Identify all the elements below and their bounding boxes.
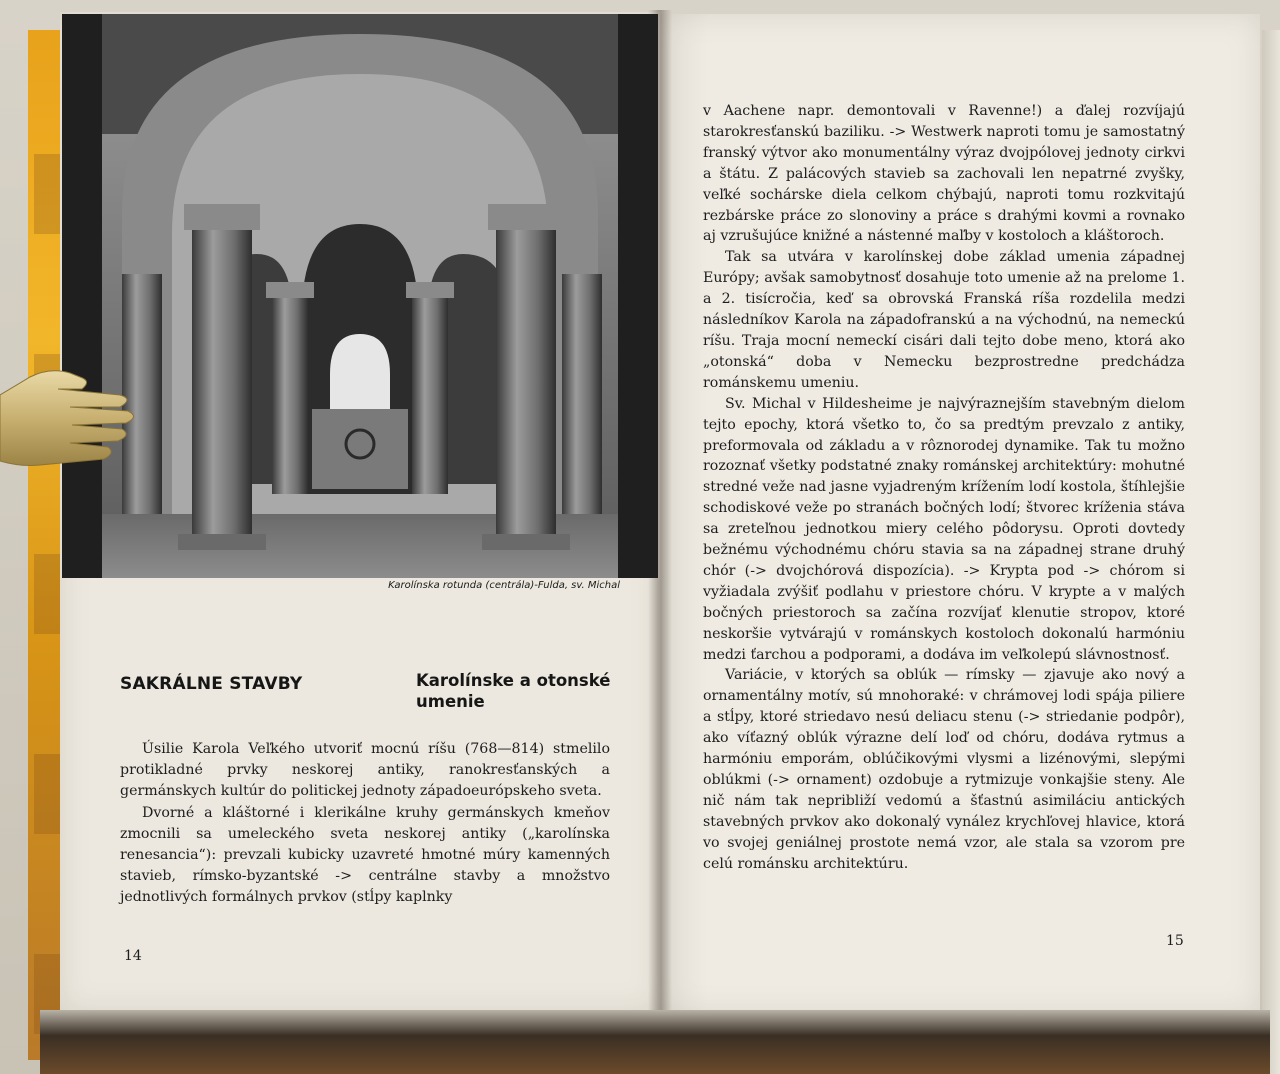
paragraph: Úsilie Karola Veľkého utvoriť mocnú ríšu (768—814) stmelilo protikladné prvky neskorej antiky, ranokresťanských a germánskych kultúr do politickej jednoty západoeurópskeho sveta.	[120, 741, 610, 800]
page-number-right: 15	[1166, 933, 1184, 949]
paragraph: Dvorné a kláštorné i klerikálne kruhy germánskych kmeňov zmocnili sa umeleckého sveta neskorej antiky („karolínska renesancia“): prevzali kubicky uzavreté hmotné múry kamenných stavieb, rímsko-byzantské -> centrálne stavby a množstvo jednotlivých formálnych prvkov (stĺpy kaplnky	[120, 804, 610, 906]
book-cover-edge-right	[1262, 30, 1280, 1074]
right-body-text	[703, 101, 1185, 875]
paragraph: Sv. Michal v Hildesheime je najvýraznejším stavebným dielom tejto epochy, ktorá všetko to, čo sa predtým prevzalo z antiky, preformovala od základu a v rôznorodej dynamike. Tak tu možno rozoznať všetky podstatné znaky románskej architektúry: mohutné stredné veže nad jasne vyjadreným krížením lodí kostola, štíhlejšie schodiskové veže po stranách bočných lodí; štvorec kríženia stáva sa zreteľnou jednotkou miery celého pôdorysu. Oproti dovtedy bežnému východnému chóru stavia sa na západnej strane druhý chór (-> dvojchórová dispozícia). -> Krypta pod -> chórom si vyžiadala zvýšiť podlahu v priestore chóru. V krypte a v malých bočných priestoroch sa začína rozvíjať klenutie stropov, ktoré neskoršie vytvárajú v románskych kostoloch dokonalú harmóniu medzi ťarchou a podporami, a dodáva im veľkolepú slávnostnosť.	[703, 395, 1185, 663]
paragraph: Variácie, v ktorých sa oblúk — rímsky — zjavuje ako nový a ornamentálny motív, sú mnohoraké: v chrámovej lodi spája piliere a stĺpy, ktoré striedavo nesú deliacu stenu (-> striedanie podpôr), ako víťazný oblúk výrazne delí loď od chóru, dodáva rytmus a harmóniu emporám, oblúčikovými vlysmi a lizénovými, slepými oblúkmi (-> ornament) ozdobuje a rytmizuje vonkajšie steny. Ale nič nám tak nepribliží vedomú a šťastnú asimiláciu antických stavebných prvkov ako dokonalý vynález krychľovej hlavice, ktorá vo svojej geniálnej prostote nemá vzor, ale stala sa vzorom pre celú románsku architektúru.	[703, 667, 1185, 872]
paragraph: v Aachene napr. demontovali v Ravenne!) a ďalej rozvíjajú starokresťanskú baziliku. -> Westwerk naproti tomu je samostatný franský výtvor ako monumentálny výraz dvojpólovej jednoty cirkvi a štátu. Z palácových stavieb sa zachovali len nepatrné zvyšky, veľké sochárske diela celkom chýbajú, naproti tomu rozkvitajú rezbárske práce zo slonoviny a práce s drahými kovmi a rovnako aj vzrušujúce knižné a nástenné maľby v kostoloch a kláštoroch.	[703, 103, 1185, 245]
paragraph: Tak sa utvára v karolínskej dobe základ umenia západnej Európy; avšak samobytnosť dosahuje toto umenie až na prelome 1. a 2. tisícročia, keď sa obrovská Franská ríša rozdelila medzi následníkov Karola na západofranskú a na východnú, na nemeckú ríšu. Traja mocní nemeckí cisári dali tejto dobe meno, ktorá ako „otonská“ doba v Nemecku bezprostredne predchádza románskemu umeniu.	[703, 249, 1185, 391]
book-bottom-edge	[40, 1010, 1270, 1074]
photo-caption: Karolínska rotunda (centrála)-Fulda, sv. Michal	[388, 580, 620, 591]
hand-bookmark-icon	[0, 355, 140, 485]
section-subheading: Karolínske a otonské umenie	[416, 671, 611, 711]
left-body-text	[120, 739, 610, 909]
page-number-left: 14	[124, 948, 142, 964]
section-heading: SAKRÁLNE STAVBY	[120, 674, 303, 694]
rotunda-photo	[62, 14, 658, 578]
